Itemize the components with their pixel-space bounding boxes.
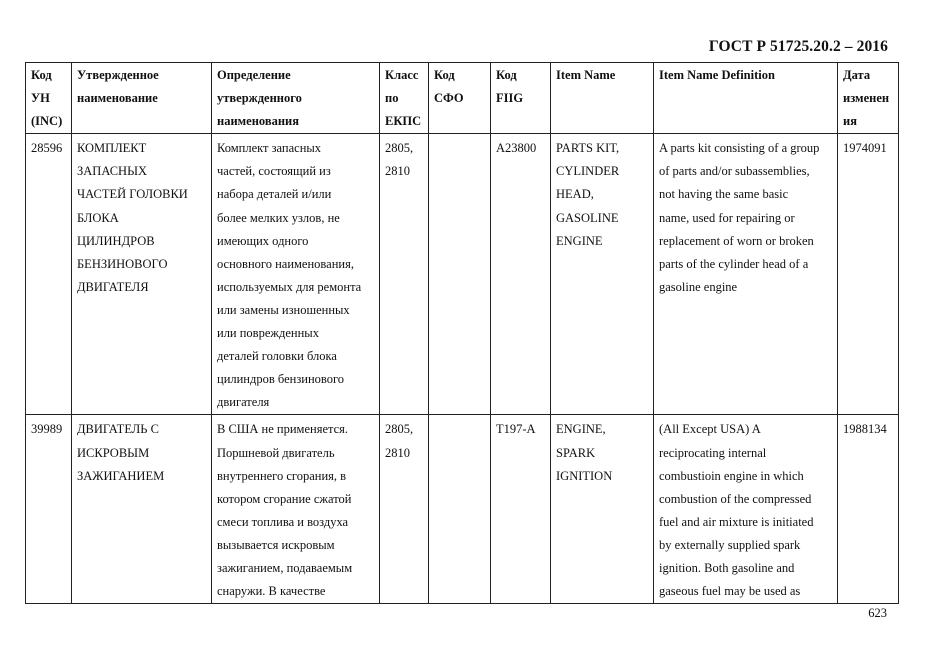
- header-name-definition: Определение утвержденного наименования: [212, 63, 380, 134]
- cell-change-date: 1988134: [838, 415, 899, 604]
- cell-item-name-definition: A parts kit consisting of a group of parts and/or subassemblies, not having the same basic name, used for repairing or replacement of worn or broken parts of the cylinder head of a gasoline engine: [654, 134, 838, 415]
- table-row: [26, 134, 899, 415]
- document-title: ГОСТ Р 51725.20.2 – 2016: [708, 38, 888, 55]
- cell-approved-name: КОМПЛЕКТ ЗАПАСНЫХ ЧАСТЕЙ ГОЛОВКИ БЛОКА ЦИЛИНДРОВ БЕНЗИНОВОГО ДВИГАТЕЛЯ: [72, 134, 212, 415]
- header-change-date: Дата изменен ия: [838, 63, 899, 134]
- cell-inc-code: 28596: [26, 134, 72, 415]
- cell-item-name: ENGINE, SPARK IGNITION: [551, 415, 654, 604]
- page-number: 623: [868, 606, 887, 620]
- cell-approved-name: ДВИГАТЕЛЬ С ИСКРОВЫМ ЗАЖИГАНИЕМ: [72, 415, 212, 604]
- catalog-table: [25, 62, 899, 604]
- cell-fiig-code: T197-A: [491, 415, 551, 604]
- cell-change-date: 1974091: [838, 134, 899, 415]
- header-ekps-class: Класс по ЕКПС: [380, 63, 429, 134]
- header-item-name: Item Name: [551, 63, 654, 134]
- table-header-row: [26, 63, 899, 134]
- cell-sfo-code: [429, 415, 491, 604]
- header-item-name-definition: Item Name Definition: [654, 63, 838, 134]
- cell-name-definition: В США не применяется. Поршневой двигатель внутреннего сгорания, в котором сгорание сжатой смеси топлива и воздуха вызывается искровым зажиганием, подаваемым снаружи. В качестве: [212, 415, 380, 604]
- cell-fiig-code: A23800: [491, 134, 551, 415]
- table-row: [26, 415, 899, 604]
- header-inc-code: Код УН (INC): [26, 63, 72, 134]
- cell-inc-code: 39989: [26, 415, 72, 604]
- cell-name-definition: Комплект запасных частей, состоящий из набора деталей и/или более мелких узлов, не имеющих одного основного наименования, используемых для ремонта или замены изношенных или поврежденных деталей головки блока цилиндров бензинового двигателя: [212, 134, 380, 415]
- header-approved-name: Утвержденное наименование: [72, 63, 212, 134]
- cell-item-name: PARTS KIT, CYLINDER HEAD, GASOLINE ENGINE: [551, 134, 654, 415]
- cell-item-name-definition: (All Except USA) A reciprocating internal combustioin engine in which combustion of the compressed fuel and air mixture is initiated by externally supplied spark ignition. Both gasoline and gaseous fuel may be used as: [654, 415, 838, 604]
- cell-ekps-class: 2805, 2810: [380, 415, 429, 604]
- header-fiig-code: Код FIIG: [491, 63, 551, 134]
- cell-sfo-code: [429, 134, 491, 415]
- cell-ekps-class: 2805, 2810: [380, 134, 429, 415]
- header-sfo-code: Код СФО: [429, 63, 491, 134]
